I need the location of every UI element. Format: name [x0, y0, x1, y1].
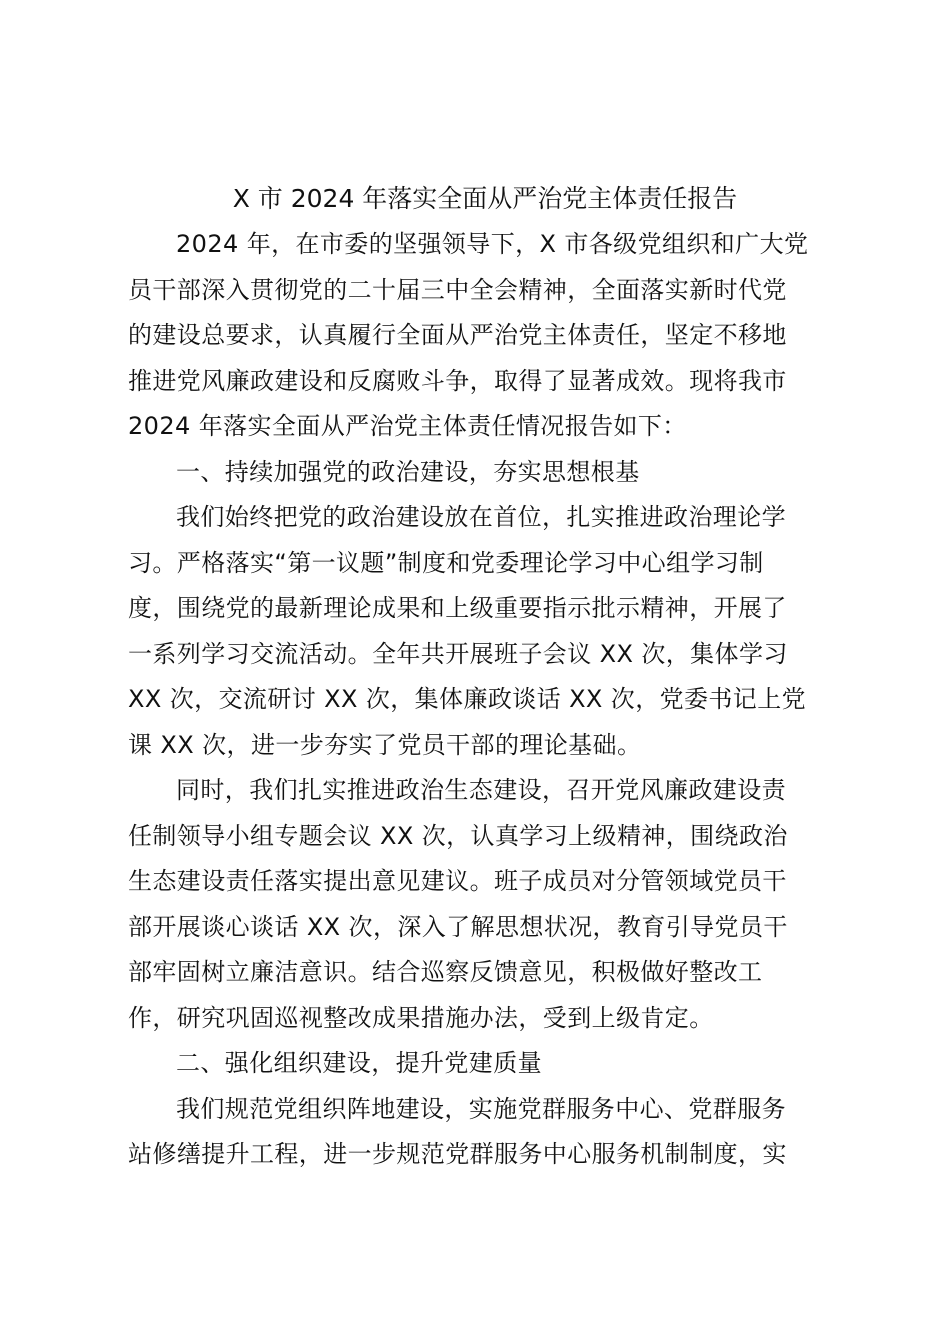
- paragraph-line: 的建设总要求，认真履行全面从严治党主体责任，坚定不移地: [128, 321, 787, 349]
- paragraph-line: 2024 年，在市委的坚强领导下，X 市各级党组织和广大党: [176, 230, 809, 258]
- paragraph-line: 推进党风廉政建设和反腐败斗争，取得了显著成效。现将我市: [128, 366, 787, 395]
- paragraph-line: 同时，我们扎实推进政治生态建设，召开党风廉政建设责: [176, 776, 786, 804]
- paragraph-line: 2024 年落实全面从严治党主体责任情况报告如下：: [128, 412, 687, 440]
- document-title: X 市 2024 年落实全面从严治党主体责任报告: [232, 184, 738, 213]
- paragraph-line: 任制领导小组专题会议 XX 次，认真学习上级精神，围绕政治: [128, 821, 788, 850]
- paragraph-line: 我们始终把党的政治建设放在首位，扎实推进政治理论学: [176, 503, 786, 531]
- paragraph-line: 一系列学习交流活动。全年共开展班子会议 XX 次，集体学习: [128, 639, 788, 668]
- paragraph-line: 部牢固树立廉洁意识。结合巡察反馈意见，积极做好整改工: [128, 958, 763, 986]
- paragraph-line: XX 次，交流研讨 XX 次，集体廉政谈话 XX 次，党委书记上党: [128, 685, 806, 713]
- paragraph-line: 部开展谈心谈话 XX 次，深入了解思想状况，教育引导党员干: [128, 912, 788, 941]
- heading-line: 二、强化组织建设，提升党建质量: [176, 1049, 542, 1077]
- heading-line: 一、持续加强党的政治建设，夯实思想根基: [176, 457, 640, 486]
- section-1-paragraph-2: [128, 768, 828, 1041]
- paragraph-line: 度，围绕党的最新理论成果和上级重要指示批示精神，开展了: [128, 594, 787, 622]
- paragraph-line: 课 XX 次，进一步夯实了党员干部的理论基础。: [128, 730, 642, 759]
- paragraph-line: 作，研究巩固巡视整改成果措施办法，受到上级肯定。: [128, 1003, 714, 1032]
- paragraph-line: 员干部深入贯彻党的二十届三中全会精神，全面落实新时代党: [128, 275, 787, 304]
- paragraph-line: 生态建设责任落实提出意见建议。班子成员对分管领域党员干: [128, 867, 787, 895]
- section-heading-2: [128, 1041, 828, 1087]
- document-body: [128, 176, 828, 1178]
- intro-paragraph: [128, 222, 828, 450]
- paragraph-line: 站修缮提升工程，进一步规范党群服务中心服务机制制度，实: [128, 1140, 787, 1168]
- paragraph-line: 我们规范党组织阵地建设，实施党群服务中心、党群服务: [176, 1094, 786, 1123]
- section-heading-1: [128, 450, 828, 496]
- section-1-paragraph-1: [128, 495, 828, 768]
- paragraph-line: 习。严格落实“第一议题”制度和党委理论学习中心组学习制: [128, 548, 764, 577]
- section-2-paragraph-1: [128, 1087, 828, 1178]
